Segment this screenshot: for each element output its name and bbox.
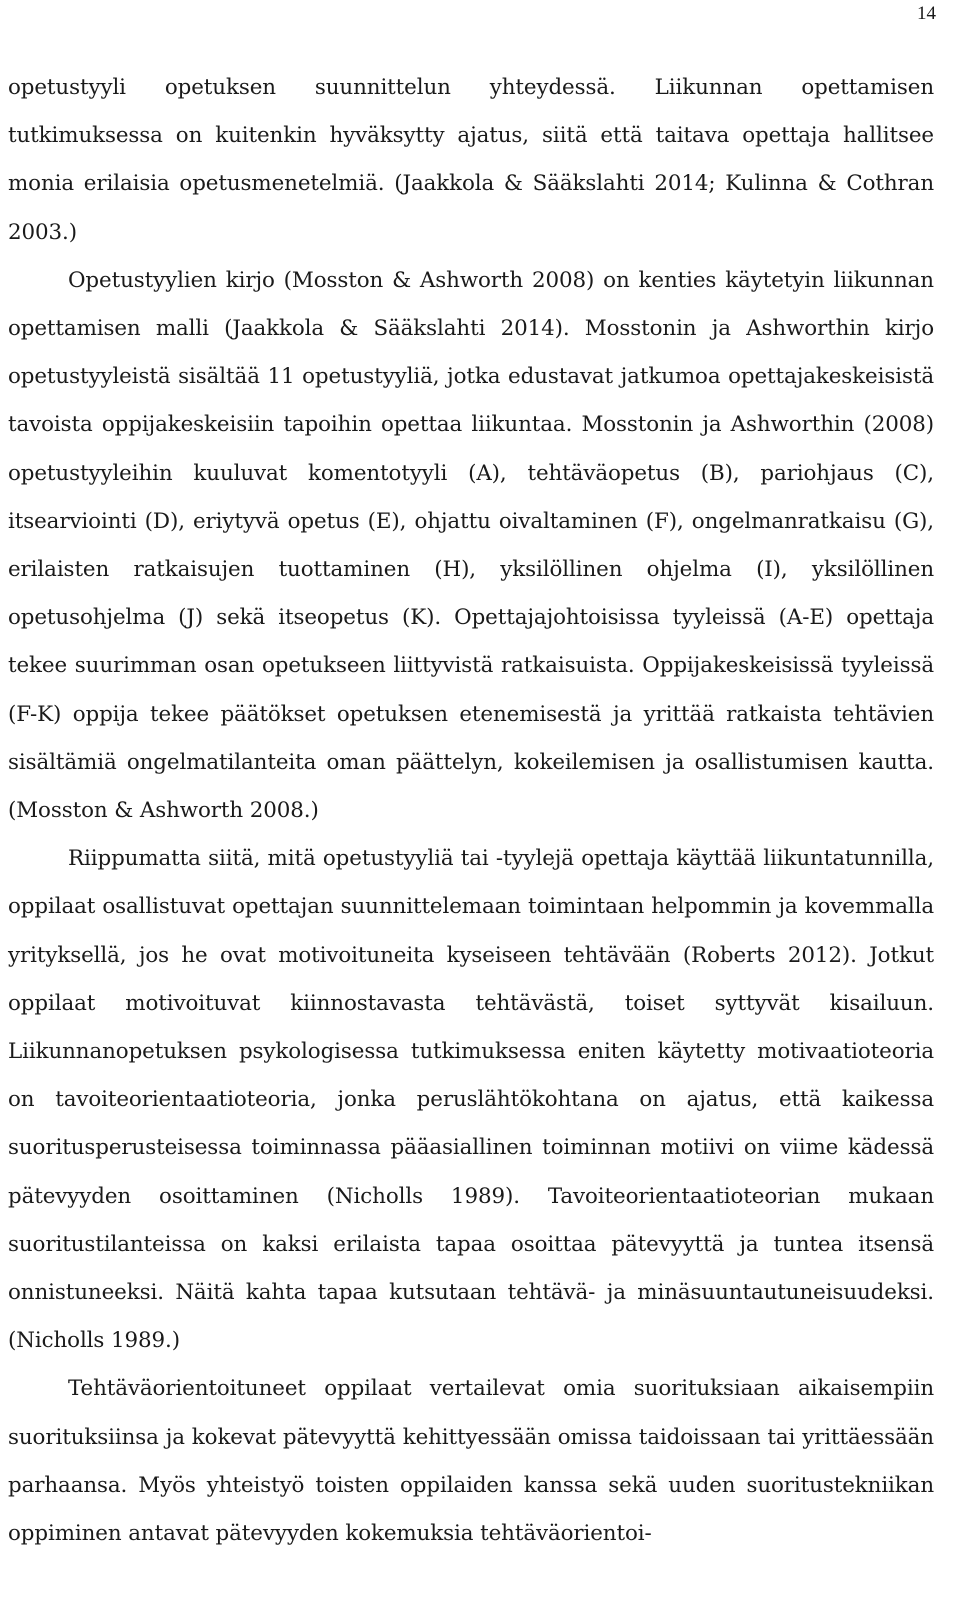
paragraph-1: opetustyyli opetuksen suunnittelun yhteydessä. Liikunnan opettamisen tutkimuksessa on kuitenkin hyväksytty ajatus, siitä että taitava opettaja hallitsee monia erilaisia opetusmenetelmiä. (Jaakkola & Sääkslahti 2014; Kulinna & Cothran 2003.) xyxy=(8,75,934,245)
paragraph-4: Tehtäväorientoituneet oppilaat vertailevat omia suorituksiaan aikaisempiin suorituksiinsa ja kokevat pätevyyttä kehittyessään omissa taidoissaan tai yrittäessään parhaansa. Myös yhteistyö toisten oppilaiden kanssa sekä uuden suoritustekniikan oppiminen antavat pätevyyden kokemuksia tehtäväorientoi- xyxy=(8,1376,934,1547)
paragraph-3: Riippumatta siitä, mitä opetustyyliä tai -tyylejä opettaja käyttää liikuntatunnilla, oppilaat osallistuvat opettajan suunnittelemaan toimintaan helpommin ja kovemmalla yrityksellä, jos he ovat motivoituneita kyseiseen tehtävään (Roberts 2012). Jotkut oppilaat motivoituvat kiinnostavasta tehtävästä, toiset syttyvät kisailuun. Liikunnanopetuksen psykologisessa tutkimuksessa eniten käytetty motivaatioteoria on tavoiteorientaatioteoria, jonka peruslähtökohtana on ajatus, että kaikessa suoritusperusteisessa toiminnassa pääasiallinen toiminnan motiivi on viime kädessä pätevyyden osoittaminen (Nicholls 1989). Tavoiteorientaatioteorian mukaan suoritustilanteissa on kaksi erilaista tapaa osoittaa pätevyyttä ja tuntea itsensä onnistuneeksi. Näitä kahta tapaa kutsutaan tehtävä- ja minäsuuntautuneisuudeksi. (Nicholls 1989.) xyxy=(8,846,934,1354)
paragraph-2: Opetustyylien kirjo (Mosston & Ashworth 2008) on kenties käytetyin liikunnan opettamisen malli (Jaakkola & Sääkslahti 2014). Mosstonin ja Ashworthin kirjo opetustyyleistä sisältää 11 opetustyyliä, jotka edustavat jatkumoa opettajakeskeisistä tavoista oppijakeskeisiin tapoihin opettaa liikuntaa. Mosstonin ja Ashworthin (2008) opetustyyleihin kuuluvat komentotyyli (A), tehtäväopetus (B), pariohjaus (C), itsearviointi (D), eriytyvä opetus (E), ohjattu oivaltaminen (F), ongelmanratkaisu (G), erilaisten ratkaisujen tuottaminen (H), yksilöllinen ohjelma (I), yksilöllinen opetusohjelma (J) sekä itseopetus (K). Opettajajohtoisissa tyyleissä (A-E) opettaja tekee suurimman osan opetukseen liittyvistä ratkaisuista. Oppijakeskeisissä tyyleissä (F-K) oppija tekee päätökset opetuksen etenemisestä ja yrittää ratkaista tehtävien sisältämiä ongelmatilanteita oman päättelyn, kokeilemisen ja osallistumisen kautta. (Mosston & Ashworth 2008.) xyxy=(8,267,934,824)
body-text xyxy=(8,64,934,1558)
page-number: 14 xyxy=(917,3,936,24)
